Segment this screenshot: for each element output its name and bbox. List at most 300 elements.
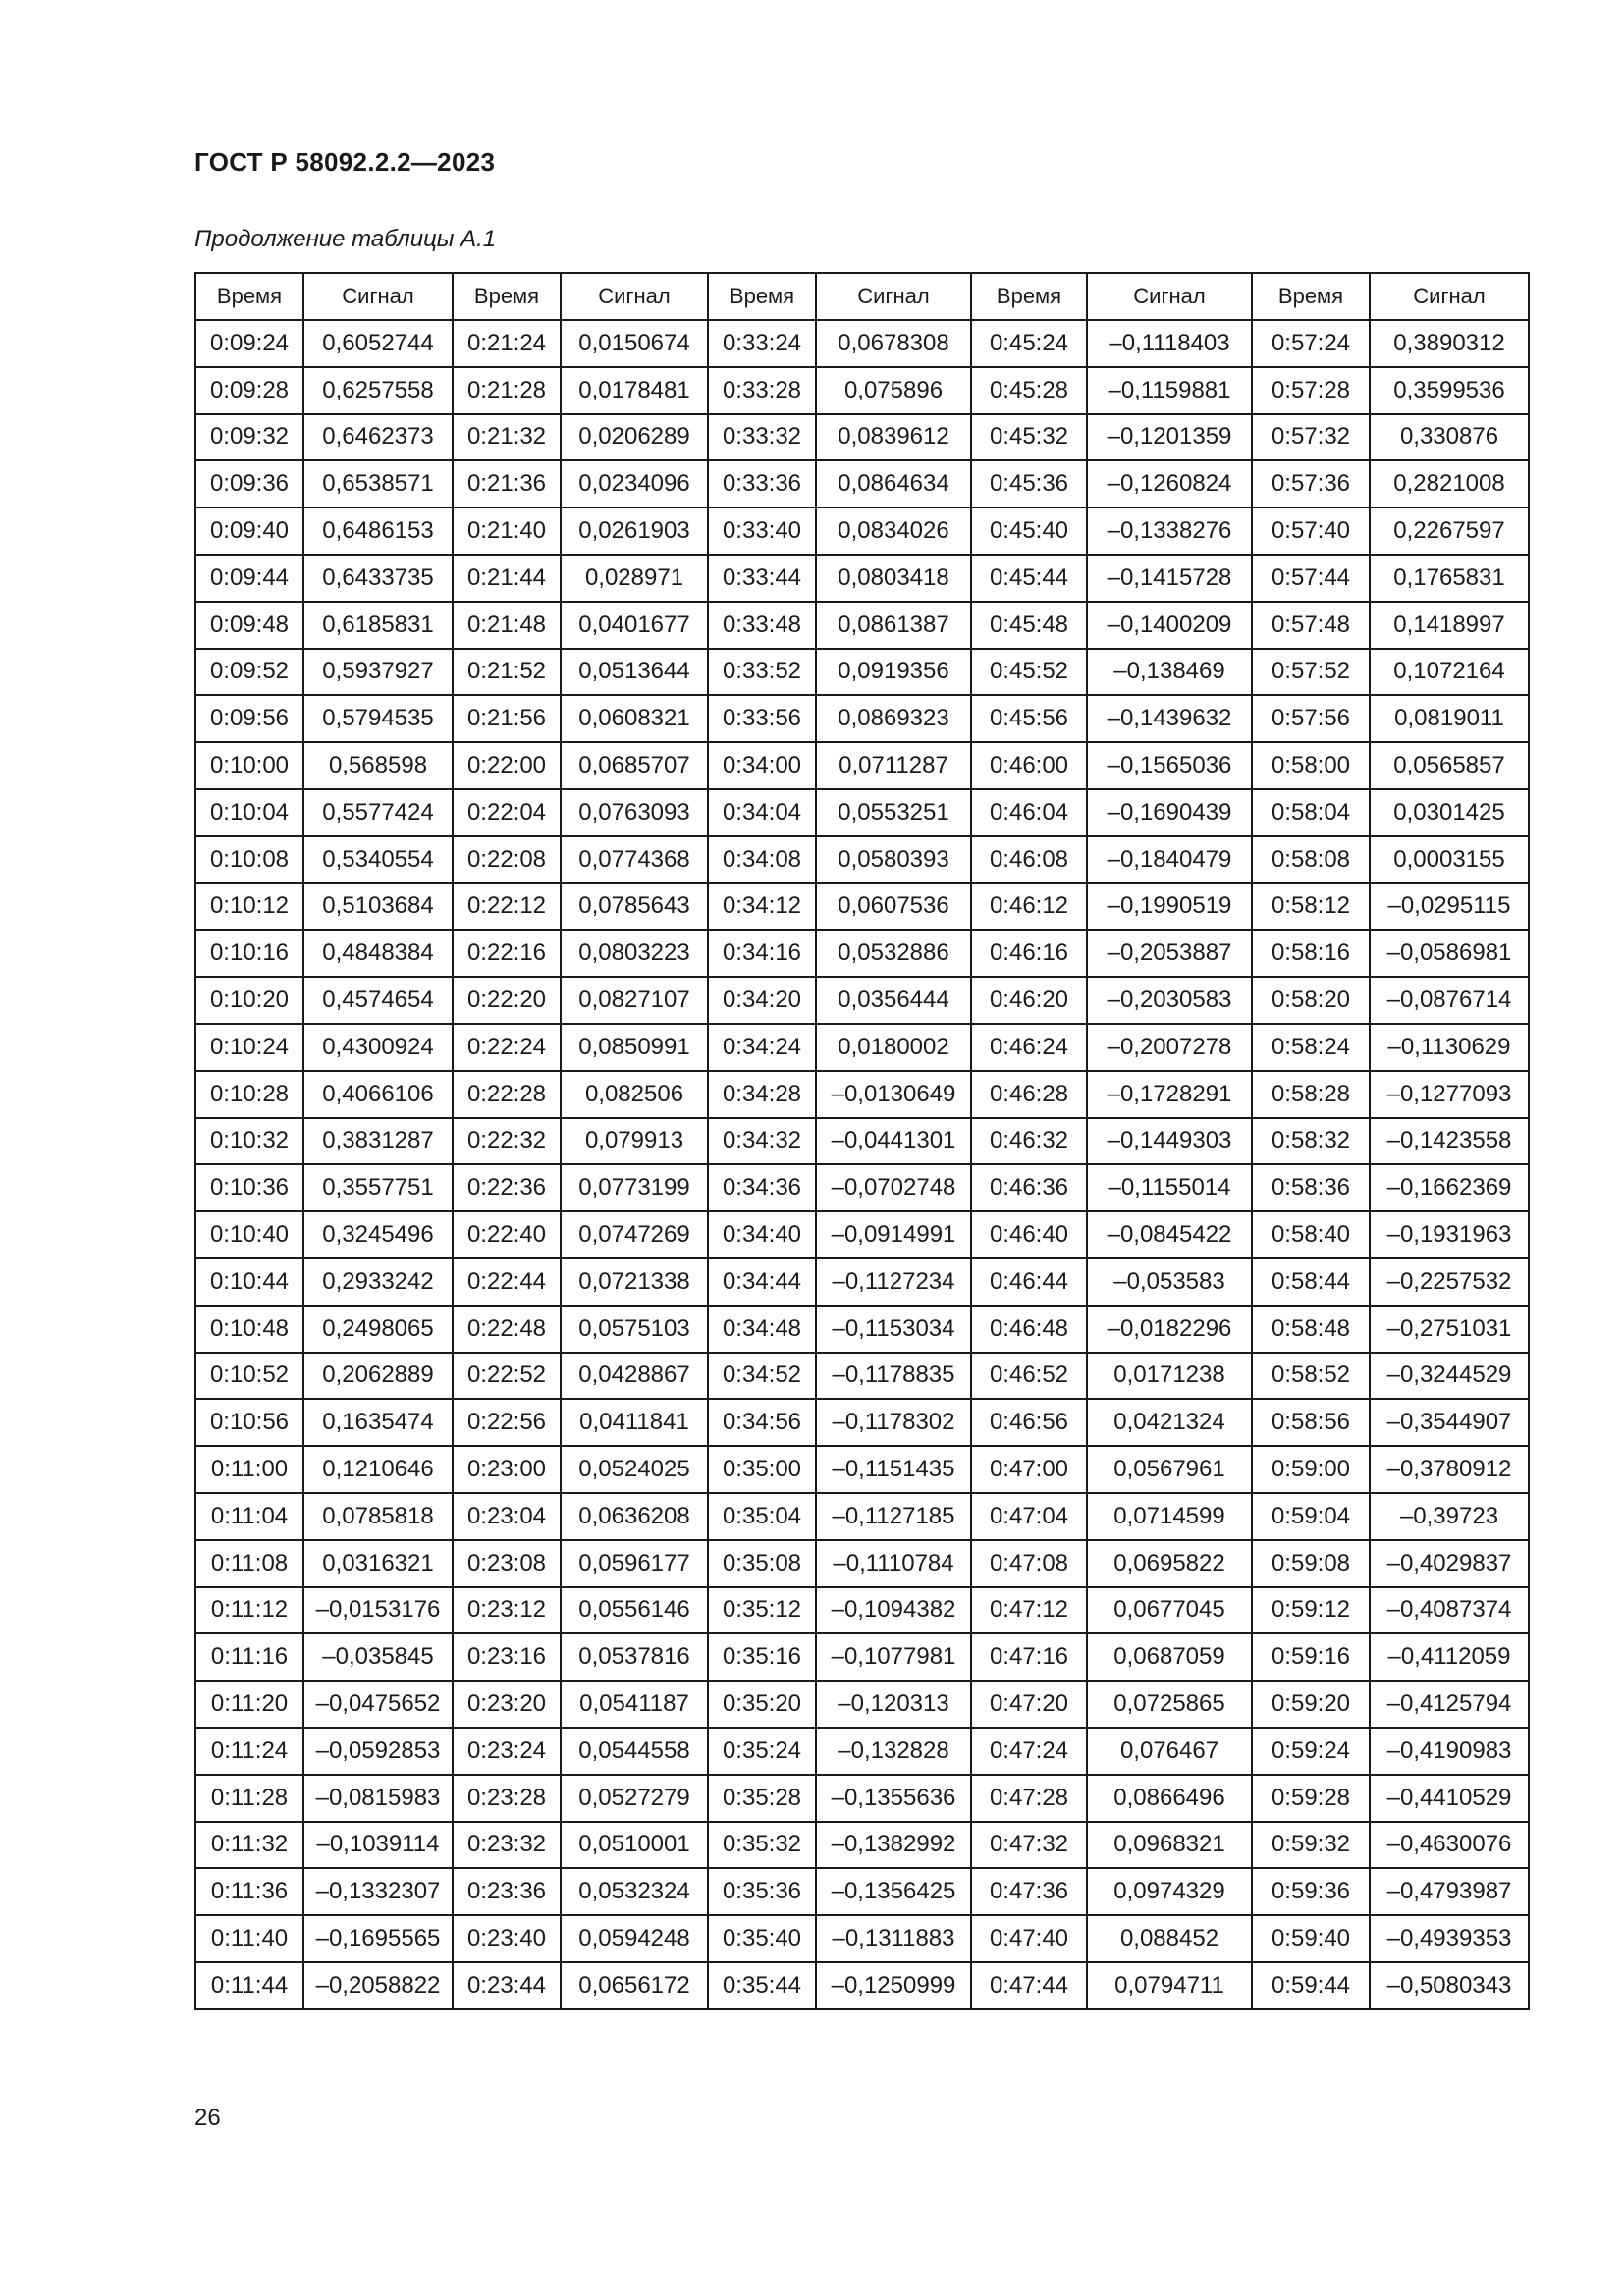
time-cell: 0:22:52 xyxy=(453,1353,561,1400)
signal-cell: 0,5103684 xyxy=(303,883,453,931)
table-row xyxy=(195,1587,1529,1634)
table-row xyxy=(195,1633,1529,1681)
time-cell: 0:47:00 xyxy=(971,1446,1087,1493)
time-cell: 0:33:48 xyxy=(708,602,816,649)
signal-cell: 0,6486153 xyxy=(303,507,453,555)
time-cell: 0:58:04 xyxy=(1252,789,1370,836)
signal-cell: –0,1695565 xyxy=(303,1915,453,1962)
table-row xyxy=(195,1211,1529,1258)
time-cell: 0:58:44 xyxy=(1252,1258,1370,1306)
signal-cell: 0,0513644 xyxy=(561,649,708,696)
signal-cell: –0,4029837 xyxy=(1370,1540,1529,1587)
time-cell: 0:45:56 xyxy=(971,695,1087,742)
signal-cell: 0,3831287 xyxy=(303,1118,453,1165)
time-cell: 0:10:16 xyxy=(195,930,303,977)
time-cell: 0:22:36 xyxy=(453,1164,561,1211)
signal-cell: –0,4630076 xyxy=(1370,1822,1529,1869)
time-cell: 0:35:36 xyxy=(708,1868,816,1915)
signal-cell: –0,1565036 xyxy=(1087,742,1252,789)
signal-table xyxy=(194,272,1530,2010)
signal-cell: –0,2257532 xyxy=(1370,1258,1529,1306)
time-cell: 0:47:40 xyxy=(971,1915,1087,1962)
time-cell: 0:57:52 xyxy=(1252,649,1370,696)
time-cell: 0:35:08 xyxy=(708,1540,816,1587)
time-cell: 0:59:08 xyxy=(1252,1540,1370,1587)
time-cell: 0:46:04 xyxy=(971,789,1087,836)
signal-cell: –0,2007278 xyxy=(1087,1024,1252,1071)
signal-cell: –0,1840479 xyxy=(1087,836,1252,883)
time-cell: 0:09:32 xyxy=(195,414,303,461)
signal-cell: 0,0537816 xyxy=(561,1633,708,1681)
table-row xyxy=(195,1868,1529,1915)
signal-cell: –0,1094382 xyxy=(816,1587,971,1634)
signal-cell: 0,0180002 xyxy=(816,1024,971,1071)
signal-cell: 0,0803223 xyxy=(561,930,708,977)
signal-cell: 0,028971 xyxy=(561,555,708,602)
header-signal-2: Сигнал xyxy=(561,273,708,320)
signal-cell: 0,0773199 xyxy=(561,1164,708,1211)
signal-cell: –0,053583 xyxy=(1087,1258,1252,1306)
time-cell: 0:35:24 xyxy=(708,1728,816,1775)
time-cell: 0:47:16 xyxy=(971,1633,1087,1681)
signal-cell: 0,568598 xyxy=(303,742,453,789)
table-row xyxy=(195,1493,1529,1540)
table-row xyxy=(195,1118,1529,1165)
signal-cell: –0,0295115 xyxy=(1370,883,1529,931)
time-cell: 0:34:56 xyxy=(708,1399,816,1446)
time-cell: 0:33:28 xyxy=(708,367,816,414)
document-header: ГОСТ Р 58092.2.2—2023 xyxy=(194,147,496,177)
signal-cell: –0,4190983 xyxy=(1370,1728,1529,1775)
time-cell: 0:22:00 xyxy=(453,742,561,789)
table-row xyxy=(195,1071,1529,1118)
signal-cell: –0,0441301 xyxy=(816,1118,971,1165)
table-row xyxy=(195,1306,1529,1353)
signal-cell: 0,2933242 xyxy=(303,1258,453,1306)
signal-cell: 0,0553251 xyxy=(816,789,971,836)
table-row xyxy=(195,1024,1529,1071)
time-cell: 0:22:12 xyxy=(453,883,561,931)
time-cell: 0:23:00 xyxy=(453,1446,561,1493)
signal-cell: –0,120313 xyxy=(816,1681,971,1728)
signal-cell: 0,6185831 xyxy=(303,602,453,649)
signal-cell: 0,0968321 xyxy=(1087,1822,1252,1869)
time-cell: 0:11:08 xyxy=(195,1540,303,1587)
signal-cell: –0,1311883 xyxy=(816,1915,971,1962)
time-cell: 0:10:08 xyxy=(195,836,303,883)
time-cell: 0:21:40 xyxy=(453,507,561,555)
signal-cell: 0,0510001 xyxy=(561,1822,708,1869)
table-row xyxy=(195,1399,1529,1446)
signal-cell: –0,1039114 xyxy=(303,1822,453,1869)
header-signal-3: Сигнал xyxy=(816,273,971,320)
signal-cell: 0,3245496 xyxy=(303,1211,453,1258)
time-cell: 0:23:04 xyxy=(453,1493,561,1540)
signal-cell: 0,4574654 xyxy=(303,977,453,1024)
signal-cell: –0,4939353 xyxy=(1370,1915,1529,1962)
time-cell: 0:58:56 xyxy=(1252,1399,1370,1446)
time-cell: 0:58:32 xyxy=(1252,1118,1370,1165)
header-signal-4: Сигнал xyxy=(1087,273,1252,320)
time-cell: 0:09:40 xyxy=(195,507,303,555)
signal-cell: 0,1765831 xyxy=(1370,555,1529,602)
signal-cell: 0,0656172 xyxy=(561,1962,708,2009)
header-time-2: Время xyxy=(453,273,561,320)
table-caption: Продолжение таблицы А.1 xyxy=(194,226,497,252)
time-cell: 0:46:44 xyxy=(971,1258,1087,1306)
signal-cell: 0,0827107 xyxy=(561,977,708,1024)
signal-cell: 0,0711287 xyxy=(816,742,971,789)
signal-cell: 0,0725865 xyxy=(1087,1681,1252,1728)
signal-cell: –0,1201359 xyxy=(1087,414,1252,461)
table-row xyxy=(195,1962,1529,2009)
table-row xyxy=(195,414,1529,461)
signal-cell: –0,1277093 xyxy=(1370,1071,1529,1118)
time-cell: 0:59:44 xyxy=(1252,1962,1370,2009)
signal-cell: –0,1110784 xyxy=(816,1540,971,1587)
signal-cell: 0,5794535 xyxy=(303,695,453,742)
signal-cell: 0,0794711 xyxy=(1087,1962,1252,2009)
time-cell: 0:33:44 xyxy=(708,555,816,602)
table-row xyxy=(195,1446,1529,1493)
time-cell: 0:21:28 xyxy=(453,367,561,414)
table-row xyxy=(195,602,1529,649)
time-cell: 0:46:52 xyxy=(971,1353,1087,1400)
time-cell: 0:11:36 xyxy=(195,1868,303,1915)
signal-cell: –0,132828 xyxy=(816,1728,971,1775)
time-cell: 0:47:32 xyxy=(971,1822,1087,1869)
time-cell: 0:10:44 xyxy=(195,1258,303,1306)
signal-cell: –0,1159881 xyxy=(1087,367,1252,414)
time-cell: 0:33:52 xyxy=(708,649,816,696)
time-cell: 0:10:20 xyxy=(195,977,303,1024)
signal-cell: 0,0721338 xyxy=(561,1258,708,1306)
table-row xyxy=(195,1822,1529,1869)
time-cell: 0:46:56 xyxy=(971,1399,1087,1446)
signal-cell: 0,0544558 xyxy=(561,1728,708,1775)
time-cell: 0:35:04 xyxy=(708,1493,816,1540)
time-cell: 0:58:12 xyxy=(1252,883,1370,931)
signal-cell: –0,1382992 xyxy=(816,1822,971,1869)
time-cell: 0:35:44 xyxy=(708,1962,816,2009)
signal-cell: 0,0171238 xyxy=(1087,1353,1252,1400)
table-header-row xyxy=(195,273,1529,320)
signal-cell: 0,0869323 xyxy=(816,695,971,742)
time-cell: 0:34:20 xyxy=(708,977,816,1024)
time-cell: 0:59:36 xyxy=(1252,1868,1370,1915)
signal-cell: –0,0182296 xyxy=(1087,1306,1252,1353)
signal-cell: –0,3244529 xyxy=(1370,1353,1529,1400)
signal-cell: 0,0527279 xyxy=(561,1775,708,1822)
signal-cell: –0,0815983 xyxy=(303,1775,453,1822)
time-cell: 0:11:40 xyxy=(195,1915,303,1962)
time-cell: 0:23:44 xyxy=(453,1962,561,2009)
time-cell: 0:34:12 xyxy=(708,883,816,931)
time-cell: 0:46:36 xyxy=(971,1164,1087,1211)
signal-cell: 0,4066106 xyxy=(303,1071,453,1118)
signal-cell: 0,0747269 xyxy=(561,1211,708,1258)
table-row xyxy=(195,1164,1529,1211)
signal-cell: 0,0864634 xyxy=(816,460,971,507)
time-cell: 0:35:40 xyxy=(708,1915,816,1962)
signal-cell: –0,035845 xyxy=(303,1633,453,1681)
header-signal-1: Сигнал xyxy=(303,273,453,320)
time-cell: 0:47:36 xyxy=(971,1868,1087,1915)
table-row xyxy=(195,695,1529,742)
signal-cell: 0,0524025 xyxy=(561,1446,708,1493)
table-row xyxy=(195,1681,1529,1728)
time-cell: 0:46:24 xyxy=(971,1024,1087,1071)
time-cell: 0:34:08 xyxy=(708,836,816,883)
table-row xyxy=(195,742,1529,789)
signal-cell: –0,1130629 xyxy=(1370,1024,1529,1071)
signal-cell: 0,0839612 xyxy=(816,414,971,461)
time-cell: 0:35:28 xyxy=(708,1775,816,1822)
time-cell: 0:22:20 xyxy=(453,977,561,1024)
time-cell: 0:23:16 xyxy=(453,1633,561,1681)
time-cell: 0:23:08 xyxy=(453,1540,561,1587)
signal-cell: 0,0819011 xyxy=(1370,695,1529,742)
time-cell: 0:47:28 xyxy=(971,1775,1087,1822)
table-row xyxy=(195,977,1529,1024)
signal-cell: 0,0763093 xyxy=(561,789,708,836)
time-cell: 0:58:00 xyxy=(1252,742,1370,789)
signal-cell: –0,39723 xyxy=(1370,1493,1529,1540)
header-time-3: Время xyxy=(708,273,816,320)
signal-cell: 0,0575103 xyxy=(561,1306,708,1353)
time-cell: 0:59:20 xyxy=(1252,1681,1370,1728)
table-row xyxy=(195,930,1529,977)
signal-cell: 0,082506 xyxy=(561,1071,708,1118)
time-cell: 0:45:36 xyxy=(971,460,1087,507)
signal-cell: –0,2030583 xyxy=(1087,977,1252,1024)
time-cell: 0:58:28 xyxy=(1252,1071,1370,1118)
signal-cell: –0,0876714 xyxy=(1370,977,1529,1024)
time-cell: 0:11:32 xyxy=(195,1822,303,1869)
time-cell: 0:22:48 xyxy=(453,1306,561,1353)
time-cell: 0:34:04 xyxy=(708,789,816,836)
time-cell: 0:09:44 xyxy=(195,555,303,602)
time-cell: 0:10:36 xyxy=(195,1164,303,1211)
signal-cell: 0,6462373 xyxy=(303,414,453,461)
signal-cell: 0,0150674 xyxy=(561,320,708,367)
time-cell: 0:10:12 xyxy=(195,883,303,931)
table-row xyxy=(195,1258,1529,1306)
time-cell: 0:33:36 xyxy=(708,460,816,507)
time-cell: 0:11:00 xyxy=(195,1446,303,1493)
time-cell: 0:23:36 xyxy=(453,1868,561,1915)
signal-cell: –0,4087374 xyxy=(1370,1587,1529,1634)
signal-cell: –0,2058822 xyxy=(303,1962,453,2009)
time-cell: 0:10:24 xyxy=(195,1024,303,1071)
time-cell: 0:23:40 xyxy=(453,1915,561,1962)
time-cell: 0:46:08 xyxy=(971,836,1087,883)
signal-cell: 0,0607536 xyxy=(816,883,971,931)
time-cell: 0:22:44 xyxy=(453,1258,561,1306)
table-body xyxy=(195,320,1529,2009)
signal-cell: –0,1449303 xyxy=(1087,1118,1252,1165)
signal-cell: –0,1931963 xyxy=(1370,1211,1529,1258)
signal-cell: 0,076467 xyxy=(1087,1728,1252,1775)
time-cell: 0:45:24 xyxy=(971,320,1087,367)
time-cell: 0:21:44 xyxy=(453,555,561,602)
signal-cell: 0,0301425 xyxy=(1370,789,1529,836)
signal-cell: 0,0834026 xyxy=(816,507,971,555)
time-cell: 0:23:32 xyxy=(453,1822,561,1869)
signal-cell: –0,0586981 xyxy=(1370,930,1529,977)
time-cell: 0:57:48 xyxy=(1252,602,1370,649)
time-cell: 0:10:32 xyxy=(195,1118,303,1165)
table-row xyxy=(195,1728,1529,1775)
signal-cell: 0,4848384 xyxy=(303,930,453,977)
header-signal-5: Сигнал xyxy=(1370,273,1529,320)
signal-cell: 0,6538571 xyxy=(303,460,453,507)
time-cell: 0:34:24 xyxy=(708,1024,816,1071)
time-cell: 0:23:24 xyxy=(453,1728,561,1775)
time-cell: 0:59:32 xyxy=(1252,1822,1370,1869)
time-cell: 0:57:36 xyxy=(1252,460,1370,507)
time-cell: 0:34:44 xyxy=(708,1258,816,1306)
time-cell: 0:33:24 xyxy=(708,320,816,367)
signal-cell: –0,4410529 xyxy=(1370,1775,1529,1822)
time-cell: 0:45:48 xyxy=(971,602,1087,649)
time-cell: 0:58:16 xyxy=(1252,930,1370,977)
signal-cell: 0,0678308 xyxy=(816,320,971,367)
time-cell: 0:45:44 xyxy=(971,555,1087,602)
time-cell: 0:33:32 xyxy=(708,414,816,461)
signal-cell: 0,0556146 xyxy=(561,1587,708,1634)
signal-cell: 0,0316321 xyxy=(303,1540,453,1587)
table-row xyxy=(195,367,1529,414)
signal-cell: 0,0803418 xyxy=(816,555,971,602)
signal-cell: –0,1415728 xyxy=(1087,555,1252,602)
time-cell: 0:10:52 xyxy=(195,1353,303,1400)
signal-cell: –0,0702748 xyxy=(816,1164,971,1211)
time-cell: 0:59:40 xyxy=(1252,1915,1370,1962)
signal-cell: –0,0475652 xyxy=(303,1681,453,1728)
signal-cell: 0,0714599 xyxy=(1087,1493,1252,1540)
signal-cell: –0,1178835 xyxy=(816,1353,971,1400)
signal-cell: –0,0914991 xyxy=(816,1211,971,1258)
table-row xyxy=(195,460,1529,507)
time-cell: 0:11:44 xyxy=(195,1962,303,2009)
page-number: 26 xyxy=(194,2105,221,2131)
signal-cell: 0,330876 xyxy=(1370,414,1529,461)
signal-cell: 0,0532324 xyxy=(561,1868,708,1915)
time-cell: 0:22:16 xyxy=(453,930,561,977)
time-cell: 0:46:40 xyxy=(971,1211,1087,1258)
signal-cell: –0,1439632 xyxy=(1087,695,1252,742)
time-cell: 0:57:44 xyxy=(1252,555,1370,602)
signal-cell: –0,1332307 xyxy=(303,1868,453,1915)
table-row xyxy=(195,1915,1529,1962)
time-cell: 0:34:36 xyxy=(708,1164,816,1211)
time-cell: 0:45:28 xyxy=(971,367,1087,414)
time-cell: 0:45:40 xyxy=(971,507,1087,555)
time-cell: 0:22:24 xyxy=(453,1024,561,1071)
signal-cell: 0,3890312 xyxy=(1370,320,1529,367)
signal-cell: –0,1260824 xyxy=(1087,460,1252,507)
time-cell: 0:10:48 xyxy=(195,1306,303,1353)
signal-cell: 0,2821008 xyxy=(1370,460,1529,507)
header-time-5: Время xyxy=(1252,273,1370,320)
signal-cell: –0,1728291 xyxy=(1087,1071,1252,1118)
signal-cell: 0,0428867 xyxy=(561,1353,708,1400)
signal-cell: –0,1077981 xyxy=(816,1633,971,1681)
time-cell: 0:09:28 xyxy=(195,367,303,414)
signal-cell: 0,0636208 xyxy=(561,1493,708,1540)
time-cell: 0:35:16 xyxy=(708,1633,816,1681)
signal-cell: –0,2053887 xyxy=(1087,930,1252,977)
time-cell: 0:59:12 xyxy=(1252,1587,1370,1634)
signal-cell: –0,4793987 xyxy=(1370,1868,1529,1915)
time-cell: 0:22:40 xyxy=(453,1211,561,1258)
time-cell: 0:10:28 xyxy=(195,1071,303,1118)
table-row xyxy=(195,649,1529,696)
time-cell: 0:22:04 xyxy=(453,789,561,836)
signal-cell: 0,0850991 xyxy=(561,1024,708,1071)
time-cell: 0:47:44 xyxy=(971,1962,1087,2009)
time-cell: 0:10:56 xyxy=(195,1399,303,1446)
time-cell: 0:46:16 xyxy=(971,930,1087,977)
time-cell: 0:57:28 xyxy=(1252,367,1370,414)
signal-cell: –0,138469 xyxy=(1087,649,1252,696)
signal-cell: 0,2267597 xyxy=(1370,507,1529,555)
time-cell: 0:11:20 xyxy=(195,1681,303,1728)
signal-cell: 0,0687059 xyxy=(1087,1633,1252,1681)
signal-cell: 0,0919356 xyxy=(816,649,971,696)
time-cell: 0:22:32 xyxy=(453,1118,561,1165)
time-cell: 0:09:52 xyxy=(195,649,303,696)
time-cell: 0:21:52 xyxy=(453,649,561,696)
signal-cell: 0,1210646 xyxy=(303,1446,453,1493)
signal-cell: 0,0356444 xyxy=(816,977,971,1024)
signal-cell: 0,0695822 xyxy=(1087,1540,1252,1587)
table-row xyxy=(195,836,1529,883)
signal-cell: 0,2498065 xyxy=(303,1306,453,1353)
signal-cell: 0,0234096 xyxy=(561,460,708,507)
time-cell: 0:10:00 xyxy=(195,742,303,789)
time-cell: 0:46:48 xyxy=(971,1306,1087,1353)
signal-cell: –0,1153034 xyxy=(816,1306,971,1353)
signal-cell: 0,0580393 xyxy=(816,836,971,883)
time-cell: 0:09:48 xyxy=(195,602,303,649)
signal-cell: 0,0541187 xyxy=(561,1681,708,1728)
signal-cell: 0,0677045 xyxy=(1087,1587,1252,1634)
signal-cell: –0,0153176 xyxy=(303,1587,453,1634)
time-cell: 0:35:32 xyxy=(708,1822,816,1869)
signal-cell: –0,3544907 xyxy=(1370,1399,1529,1446)
time-cell: 0:22:28 xyxy=(453,1071,561,1118)
signal-cell: 0,0594248 xyxy=(561,1915,708,1962)
signal-cell: –0,0130649 xyxy=(816,1071,971,1118)
signal-cell: –0,3780912 xyxy=(1370,1446,1529,1493)
time-cell: 0:34:40 xyxy=(708,1211,816,1258)
signal-cell: 0,0401677 xyxy=(561,602,708,649)
signal-cell: 0,1072164 xyxy=(1370,649,1529,696)
signal-cell: 0,5577424 xyxy=(303,789,453,836)
time-cell: 0:21:48 xyxy=(453,602,561,649)
signal-cell: 0,0421324 xyxy=(1087,1399,1252,1446)
time-cell: 0:47:04 xyxy=(971,1493,1087,1540)
signal-cell: –0,1423558 xyxy=(1370,1118,1529,1165)
table-row xyxy=(195,883,1529,931)
signal-cell: 0,6433735 xyxy=(303,555,453,602)
signal-cell: 0,0785643 xyxy=(561,883,708,931)
time-cell: 0:21:24 xyxy=(453,320,561,367)
time-cell: 0:11:16 xyxy=(195,1633,303,1681)
signal-cell: 0,6052744 xyxy=(303,320,453,367)
